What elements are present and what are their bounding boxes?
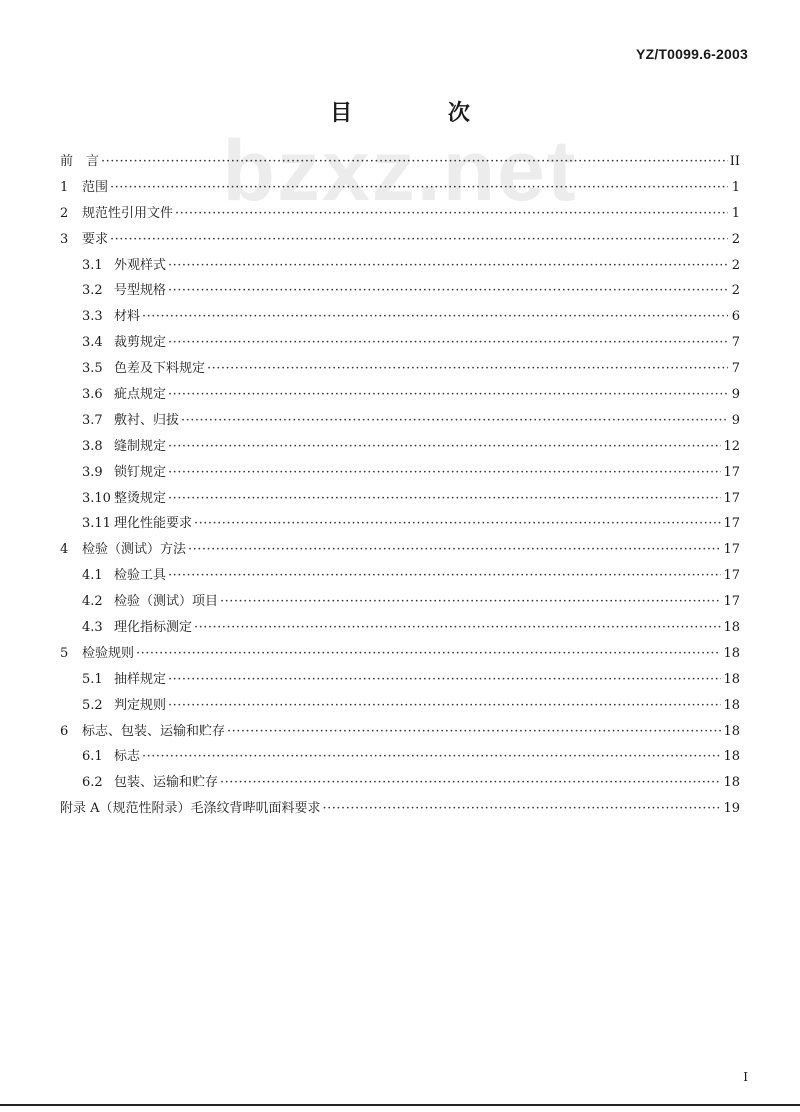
toc-leader-dots bbox=[168, 258, 728, 273]
toc-leader-dots bbox=[168, 439, 721, 454]
toc-leader-dots bbox=[168, 698, 721, 713]
toc-entry-number: 2 bbox=[60, 205, 69, 221]
toc-entry-page: 17 bbox=[723, 490, 740, 506]
toc-leader-dots bbox=[168, 387, 728, 402]
toc-entry-page: 18 bbox=[723, 620, 740, 636]
toc-entry-page: 1 bbox=[731, 205, 740, 221]
toc-entry[interactable] bbox=[60, 461, 740, 487]
toc-entry-page: 19 bbox=[723, 801, 740, 817]
toc-entry-title: 裁剪规定 bbox=[114, 335, 167, 351]
toc-entry-number: 4.2 bbox=[82, 594, 103, 610]
toc-entry-title: 规范性引用文件 bbox=[82, 205, 174, 221]
toc-entry-number: 3.11 bbox=[82, 516, 111, 532]
toc-entry-title: 整烫规定 bbox=[114, 490, 167, 506]
toc-entry[interactable] bbox=[60, 202, 740, 228]
toc-entry-title: 检验规则 bbox=[82, 645, 135, 661]
toc-entry[interactable] bbox=[60, 279, 740, 305]
toc-entry-page: 18 bbox=[723, 671, 740, 687]
toc-entry[interactable] bbox=[60, 642, 740, 668]
toc-entry-title: 判定规则 bbox=[114, 697, 167, 713]
toc-entry-number: 3.7 bbox=[82, 412, 103, 428]
toc-entry[interactable] bbox=[60, 512, 740, 538]
toc-entry[interactable] bbox=[60, 720, 740, 746]
toc-entry[interactable] bbox=[60, 668, 740, 694]
toc-entry-title: 检验（测试）方法 bbox=[82, 542, 187, 558]
toc-entry-number: 4 bbox=[60, 542, 69, 558]
toc-entry-title: 标志 bbox=[114, 749, 141, 765]
toc-leader-dots bbox=[168, 672, 721, 687]
toc-leader-dots bbox=[168, 335, 728, 350]
toc-entry-number: 3.5 bbox=[82, 361, 103, 377]
toc-leader-dots bbox=[168, 465, 721, 480]
toc-entry-number: 4.3 bbox=[82, 620, 103, 636]
toc-entry-number: 6.2 bbox=[82, 775, 103, 791]
toc-entry-number: 5.1 bbox=[82, 671, 103, 687]
toc-entry-page: 18 bbox=[723, 749, 740, 765]
toc-entry-title: 锁钉规定 bbox=[114, 464, 167, 480]
toc-entry-page: 18 bbox=[723, 775, 740, 791]
toc-leader-dots bbox=[323, 801, 722, 816]
toc-entry-number: 5.2 bbox=[82, 697, 103, 713]
toc-entry-number: 5 bbox=[60, 645, 69, 661]
toc-leader-dots bbox=[181, 413, 728, 428]
toc-entry-title: 要求 bbox=[82, 231, 109, 247]
toc-leader-dots bbox=[136, 646, 721, 661]
toc-entry-page: 6 bbox=[731, 309, 740, 325]
toc-entry-number: 3.1 bbox=[82, 257, 103, 273]
toc-leader-dots bbox=[110, 180, 728, 195]
toc-leader-dots bbox=[207, 361, 728, 376]
toc-entry-page: 2 bbox=[731, 283, 740, 299]
toc-entry-page: 17 bbox=[723, 594, 740, 610]
toc-leader-dots bbox=[101, 154, 728, 169]
toc-entry[interactable] bbox=[60, 564, 740, 590]
toc-entry[interactable] bbox=[60, 409, 740, 435]
toc-entry-number: 3.2 bbox=[82, 283, 103, 299]
toc-entry[interactable] bbox=[60, 616, 740, 642]
toc-entry-page: 18 bbox=[723, 697, 740, 713]
toc-entry-page: 17 bbox=[723, 516, 740, 532]
toc-entry-number: 3.6 bbox=[82, 387, 103, 403]
toc-leader-dots bbox=[220, 775, 721, 790]
toc-leader-dots bbox=[175, 206, 728, 221]
toc-leader-dots bbox=[168, 491, 721, 506]
toc-leader-dots bbox=[168, 568, 721, 583]
toc-leader-dots bbox=[220, 594, 721, 609]
toc-leader-dots bbox=[194, 516, 721, 531]
toc-entry-title: 抽样规定 bbox=[114, 671, 167, 687]
toc-entry[interactable] bbox=[60, 745, 740, 771]
toc-entry-title: 前 言 bbox=[60, 154, 100, 169]
toc-entry[interactable] bbox=[60, 771, 740, 797]
toc-entry-page: 9 bbox=[731, 412, 740, 428]
toc-entry-title: 缝制规定 bbox=[114, 438, 167, 454]
toc-entry[interactable] bbox=[60, 590, 740, 616]
toc-entry-title: 范围 bbox=[82, 179, 109, 195]
toc-entry[interactable] bbox=[60, 538, 740, 564]
bottom-rule bbox=[0, 1104, 800, 1106]
table-of-contents bbox=[60, 150, 740, 823]
toc-entry-page: 18 bbox=[723, 723, 740, 739]
toc-leader-dots bbox=[142, 309, 728, 324]
toc-entry[interactable] bbox=[60, 150, 740, 176]
toc-entry-title: 敷衬、归拔 bbox=[114, 412, 180, 428]
watermark: bzxz.net bbox=[222, 123, 578, 219]
toc-entry[interactable] bbox=[60, 487, 740, 513]
toc-entry-title: 色差及下料规定 bbox=[114, 361, 206, 377]
toc-leader-dots bbox=[194, 620, 721, 635]
toc-entry-title: 理化指标测定 bbox=[114, 620, 193, 636]
toc-entry-number: 6 bbox=[60, 723, 69, 739]
toc-entry-title: 检验（测试）项目 bbox=[114, 594, 219, 610]
toc-entry[interactable] bbox=[60, 176, 740, 202]
page-number: I bbox=[743, 1070, 748, 1084]
toc-entry-number: 3.10 bbox=[82, 490, 111, 506]
toc-entry-title: 标志、包装、运输和贮存 bbox=[82, 723, 226, 739]
toc-entry-title: 外观样式 bbox=[114, 257, 167, 273]
toc-entry-number: 3.9 bbox=[82, 464, 103, 480]
toc-entry-page: 9 bbox=[731, 387, 740, 403]
toc-entry[interactable] bbox=[60, 331, 740, 357]
page-title: 目 次 bbox=[330, 100, 514, 126]
toc-entry-title: 材料 bbox=[114, 309, 141, 325]
toc-leader-dots bbox=[110, 232, 728, 247]
toc-entry[interactable] bbox=[60, 383, 740, 409]
toc-entry-number: 3 bbox=[60, 231, 69, 247]
toc-entry-page: 1 bbox=[731, 179, 740, 195]
toc-entry-page: 12 bbox=[723, 438, 740, 454]
toc-entry-number: 1 bbox=[60, 179, 69, 195]
toc-entry-page: 7 bbox=[731, 335, 740, 351]
toc-entry-title: 检验工具 bbox=[114, 568, 167, 584]
toc-entry-title: 附录 A（规范性附录）毛涤纹背哔叽面料要求 bbox=[60, 801, 321, 817]
toc-entry-number: 4.1 bbox=[82, 568, 103, 584]
toc-entry-page: 17 bbox=[723, 464, 740, 480]
toc-leader-dots bbox=[142, 749, 721, 764]
toc-entry[interactable] bbox=[60, 435, 740, 461]
toc-entry-number: 6.1 bbox=[82, 749, 103, 765]
toc-entry[interactable] bbox=[60, 254, 740, 280]
toc-entry-page: 18 bbox=[723, 645, 740, 661]
toc-entry[interactable] bbox=[60, 694, 740, 720]
toc-entry-number: 3.3 bbox=[82, 309, 103, 325]
toc-entry-title: 号型规格 bbox=[114, 283, 167, 299]
toc-leader-dots bbox=[168, 283, 728, 298]
toc-entry[interactable] bbox=[60, 797, 740, 823]
toc-entry-title: 理化性能要求 bbox=[114, 516, 193, 532]
toc-leader-dots bbox=[227, 724, 721, 739]
toc-entry[interactable] bbox=[60, 305, 740, 331]
toc-entry-page: 17 bbox=[723, 568, 740, 584]
toc-entry[interactable] bbox=[60, 228, 740, 254]
toc-entry-page: 2 bbox=[731, 257, 740, 273]
toc-entry-page: 7 bbox=[731, 361, 740, 377]
toc-entry-page: II bbox=[729, 154, 740, 169]
toc-entry-title: 包装、运输和贮存 bbox=[114, 775, 219, 791]
toc-entry-number: 3.4 bbox=[82, 335, 103, 351]
toc-entry-number: 3.8 bbox=[82, 438, 103, 454]
toc-entry-title: 疵点规定 bbox=[114, 387, 167, 403]
toc-entry-page: 17 bbox=[723, 542, 740, 558]
toc-entry-page: 2 bbox=[731, 231, 740, 247]
standard-code: YZ/T0099.6-2003 bbox=[636, 46, 748, 62]
toc-entry[interactable] bbox=[60, 357, 740, 383]
toc-leader-dots bbox=[188, 542, 721, 557]
